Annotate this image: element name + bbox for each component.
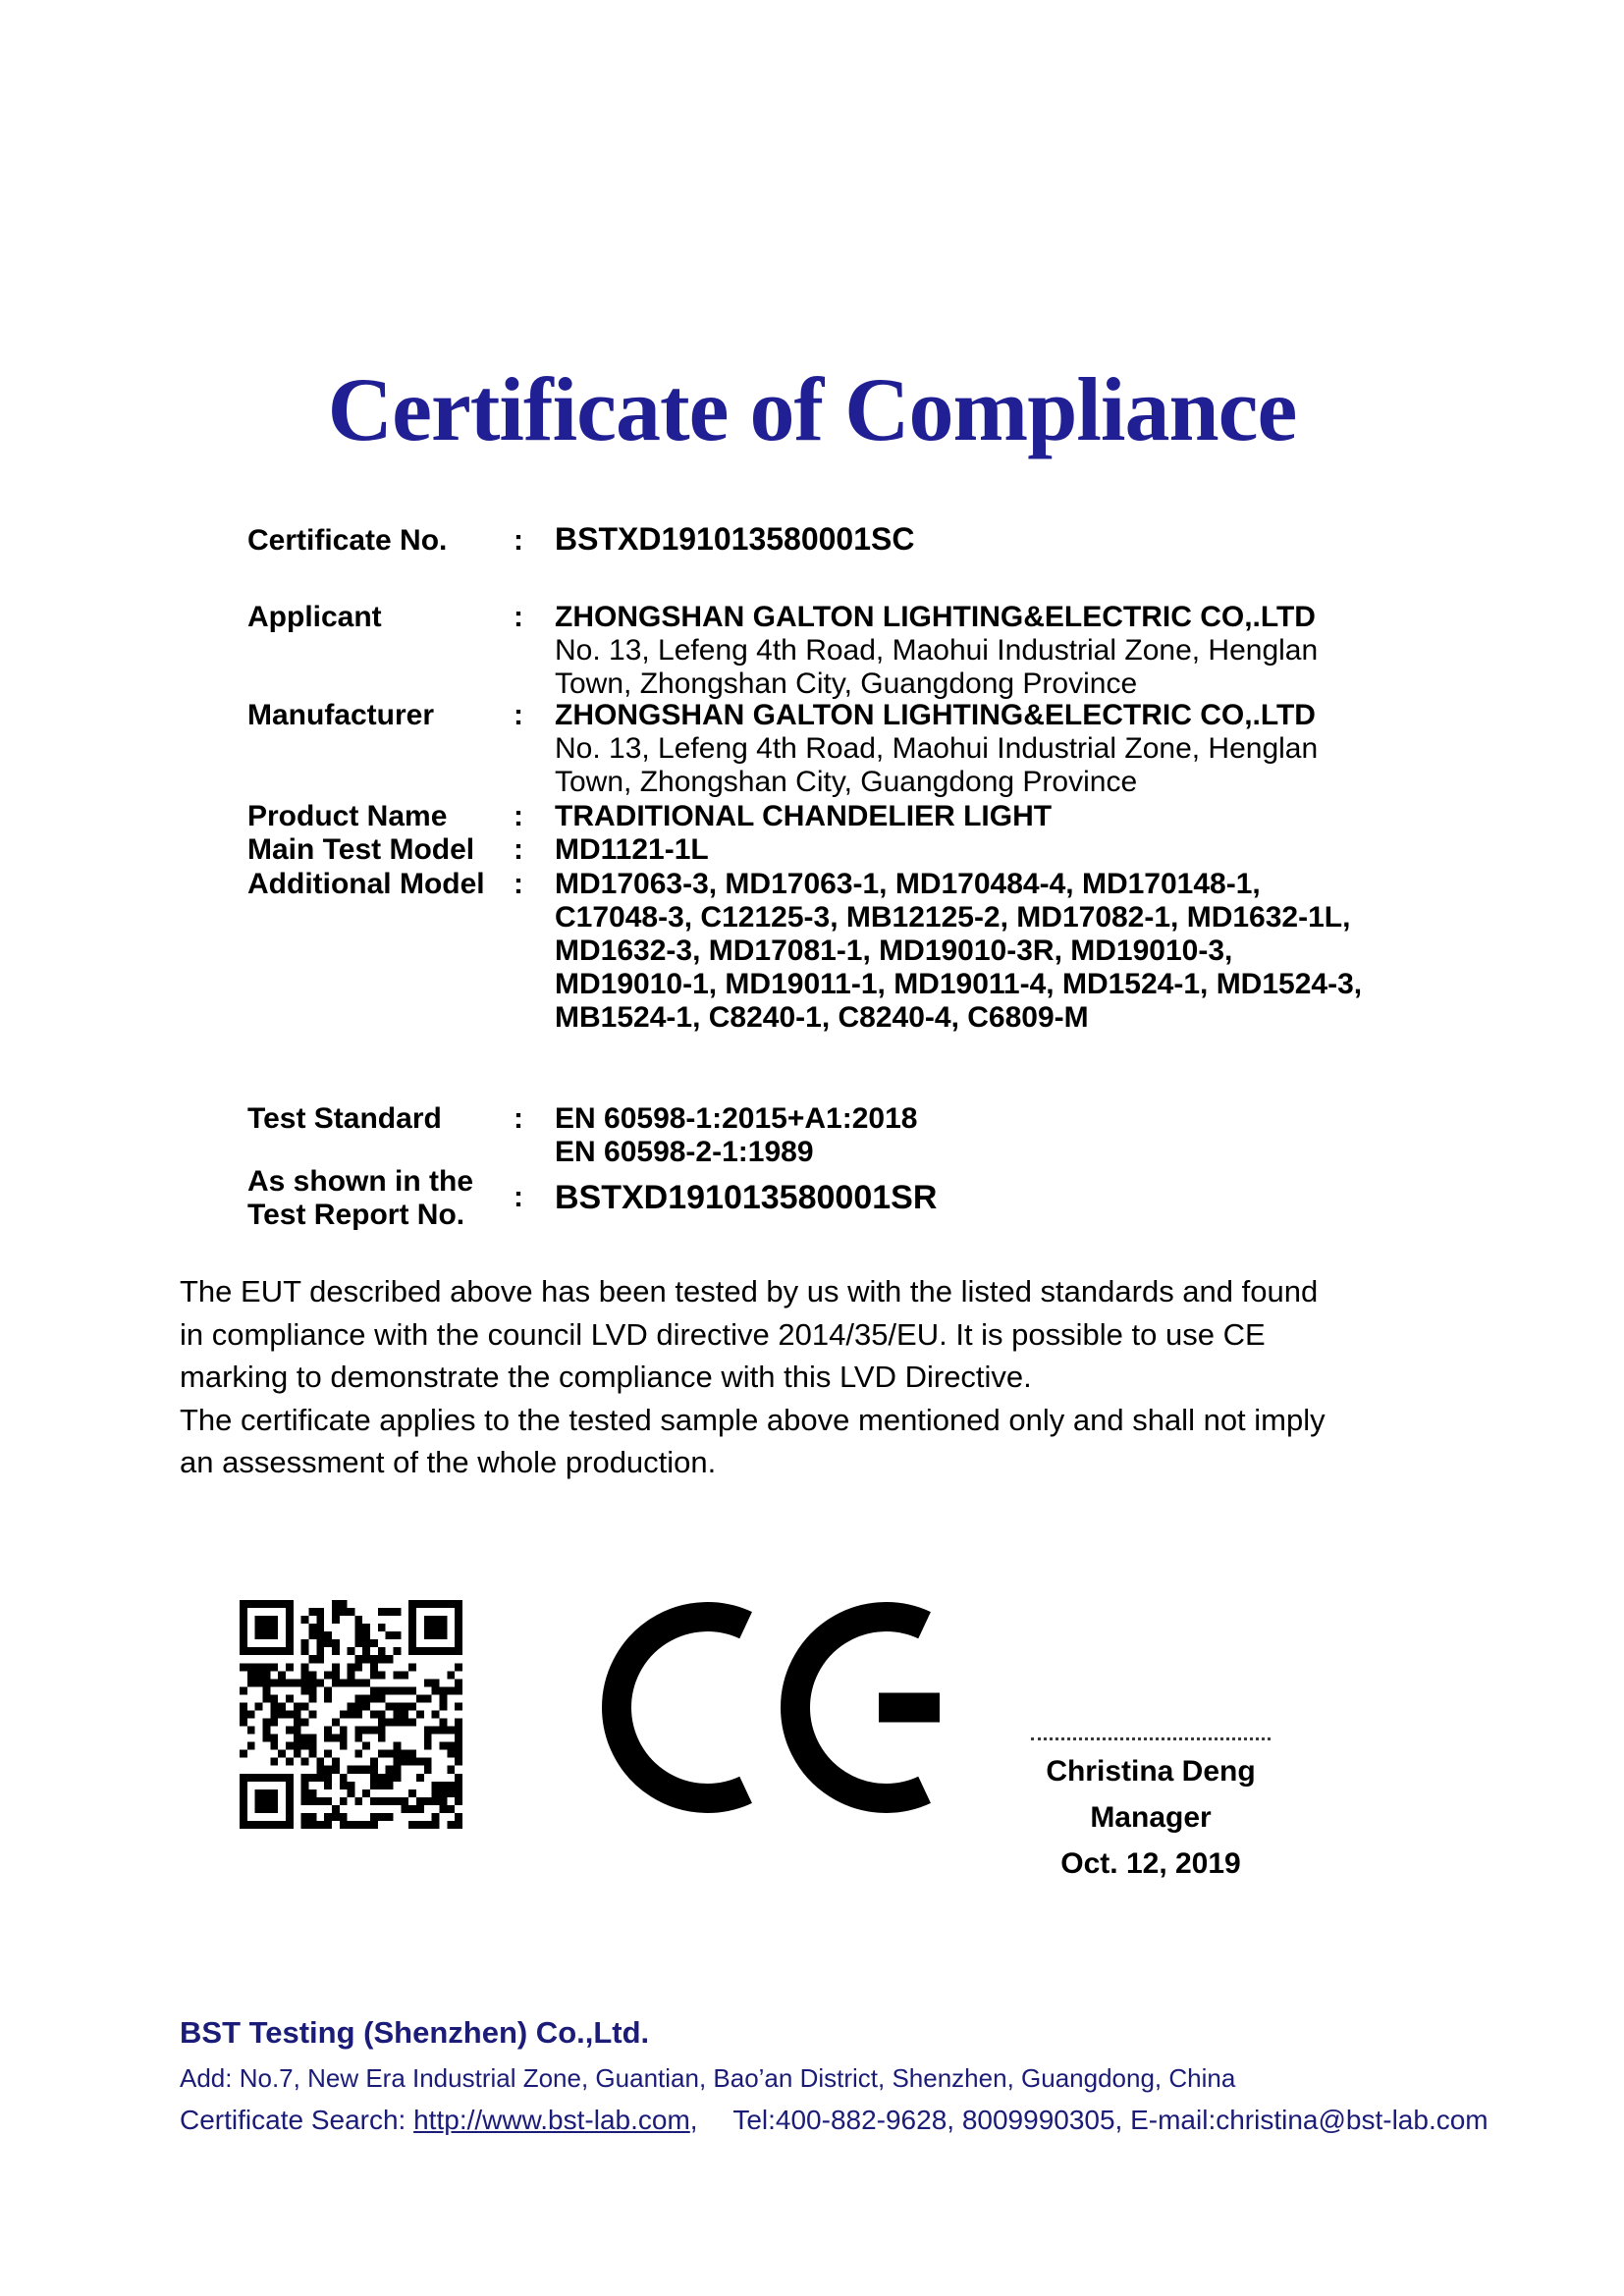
issuer-company-name: BST Testing (Shenzhen) Co.,Ltd. bbox=[180, 2015, 650, 2050]
additional-model-line: MD17063-3, MD17063-1, MD170484-4, MD170148-1, bbox=[555, 868, 1261, 900]
signature-dotted-line bbox=[1031, 1737, 1271, 1740]
manufacturer-company: ZHONGSHAN GALTON LIGHTING&ELECTRIC CO,.LTD bbox=[555, 699, 1316, 731]
ce-mark-c-icon bbox=[602, 1602, 764, 1813]
test-standard-line1: EN 60598-1:2015+A1:2018 bbox=[555, 1102, 918, 1135]
additional-model-line: MB1524-1, C8240-1, C8240-4, C6809-M bbox=[555, 1001, 1089, 1034]
manufacturer-label: Manufacturer bbox=[247, 699, 435, 731]
applicant-label: Applicant bbox=[247, 601, 382, 633]
main-test-model-colon: : bbox=[514, 833, 523, 866]
statement-line: in compliance with the council LVD directive 2014/35/EU. It is possible to use CE bbox=[180, 1316, 1266, 1352]
product-name-value: TRADITIONAL CHANDELIER LIGHT bbox=[555, 800, 1053, 832]
cert-no-colon: : bbox=[514, 524, 523, 557]
applicant-company: ZHONGSHAN GALTON LIGHTING&ELECTRIC CO,.LTD bbox=[555, 601, 1316, 633]
qr-code-icon bbox=[240, 1600, 462, 1829]
additional-model-colon: : bbox=[514, 868, 523, 900]
issuer-address: Add: No.7, New Era Industrial Zone, Guantian, Bao’an District, Shenzhen, Guangdong, China bbox=[180, 2063, 1236, 2093]
ce-mark-e-icon bbox=[781, 1602, 946, 1813]
product-name-label: Product Name bbox=[247, 800, 448, 832]
signatory-title: Manager bbox=[1090, 1801, 1212, 1834]
test-report-label-line2: Test Report No. bbox=[247, 1199, 465, 1231]
cert-no-label: Certificate No. bbox=[247, 524, 448, 557]
test-standard-value bbox=[555, 1102, 1497, 1169]
test-standard-label: Test Standard bbox=[247, 1102, 442, 1135]
page-title: Certificate of Compliance bbox=[327, 359, 1297, 459]
certificate-search-line bbox=[180, 2105, 1489, 2136]
applicant-value bbox=[555, 601, 1497, 701]
compliance-statement bbox=[180, 1270, 1495, 1484]
test-report-colon: : bbox=[514, 1181, 523, 1213]
signatory-name: Christina Deng bbox=[1046, 1755, 1256, 1788]
manufacturer-value bbox=[555, 699, 1497, 799]
test-report-label bbox=[247, 1165, 532, 1232]
statement-line: marking to demonstrate the compliance with this LVD Directive. bbox=[180, 1360, 1032, 1394]
additional-model-value bbox=[555, 868, 1497, 1035]
cert-no-value: BSTXD191013580001SC bbox=[555, 521, 915, 557]
additional-model-line: MD1632-3, MD17081-1, MD19010-3R, MD19010-3, bbox=[555, 934, 1233, 967]
applicant-colon: : bbox=[514, 601, 523, 633]
test-standard-colon: : bbox=[514, 1102, 523, 1135]
product-name-colon: : bbox=[514, 800, 523, 832]
test-report-label-line1: As shown in the bbox=[247, 1165, 474, 1198]
applicant-address-line1: No. 13, Lefeng 4th Road, Maohui Industrial Zone, Henglan bbox=[555, 634, 1319, 667]
test-report-value: BSTXD191013580001SR bbox=[555, 1179, 938, 1216]
additional-model-line: C17048-3, C12125-3, MB12125-2, MD17082-1, MD1632-1L, bbox=[555, 901, 1351, 934]
signature-block bbox=[982, 1737, 1320, 1893]
statement-line: The certificate applies to the tested sample above mentioned only and shall not imply bbox=[180, 1402, 1326, 1437]
search-url-separator: , bbox=[689, 2105, 698, 2135]
certificate-search-label: Certificate Search: bbox=[180, 2105, 406, 2135]
statement-line: The EUT described above has been tested by us with the listed standards and found bbox=[180, 1274, 1319, 1308]
issuer-contact-info: Tel:400-882-9628, 8009990305, E-mail:christina@bst-lab.com bbox=[732, 2105, 1489, 2135]
applicant-address-line2: Town, Zhongshan City, Guangdong Province bbox=[555, 667, 1138, 700]
main-test-model-value: MD1121-1L bbox=[555, 833, 709, 866]
manufacturer-address-line1: No. 13, Lefeng 4th Road, Maohui Industrial Zone, Henglan bbox=[555, 732, 1319, 765]
manufacturer-address-line2: Town, Zhongshan City, Guangdong Province bbox=[555, 766, 1138, 798]
manufacturer-colon: : bbox=[514, 699, 523, 731]
additional-model-label: Additional Model bbox=[247, 868, 485, 900]
test-standard-line2: EN 60598-2-1:1989 bbox=[555, 1136, 814, 1168]
certificate-search-url-link[interactable]: http://www.bst-lab.com bbox=[413, 2105, 690, 2135]
additional-model-line: MD19010-1, MD19011-1, MD19011-4, MD1524-1, MD1524-3, bbox=[555, 968, 1363, 1000]
main-test-model-label: Main Test Model bbox=[247, 833, 475, 866]
statement-line: an assessment of the whole production. bbox=[180, 1445, 717, 1479]
signature-date: Oct. 12, 2019 bbox=[1060, 1847, 1241, 1880]
